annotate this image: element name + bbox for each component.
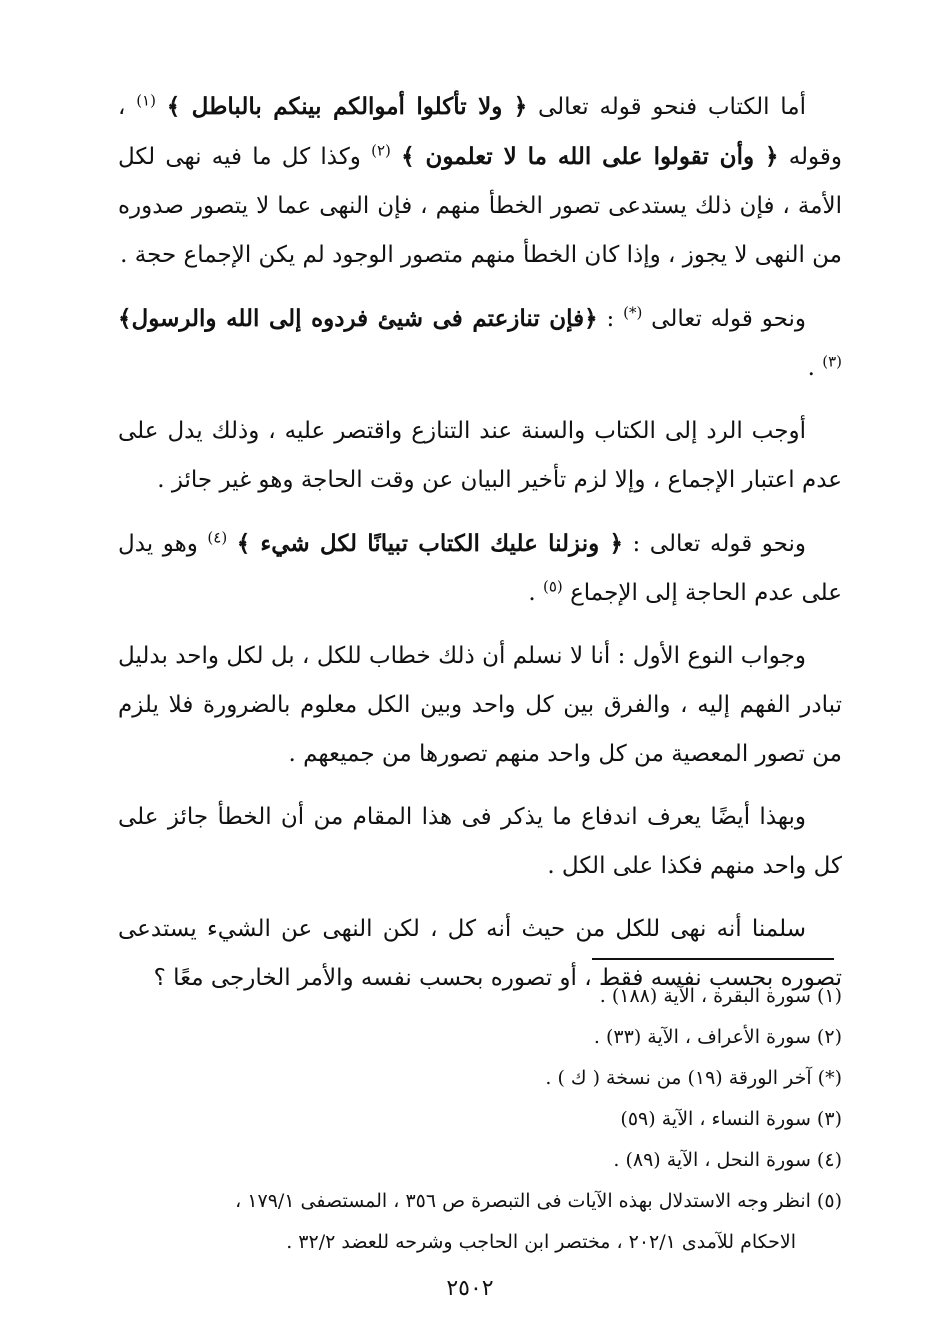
footnote-5: (٥) انظر وجه الاستدلال بهذه الآيات فى التبصرة ص ٣٥٦ ، المستصفى ١٧٩/١ ، bbox=[235, 1190, 842, 1212]
footnote-3: (٣) سورة النساء ، الآية (٥٩) bbox=[620, 1108, 842, 1130]
footnote-4: (٤) سورة النحل ، الآية (٨٩) . bbox=[613, 1149, 842, 1171]
quran-verse: ﴿ وأن تقولوا على الله ما لا تعلمون ﴾ bbox=[401, 143, 779, 170]
paragraph-4 bbox=[118, 519, 842, 618]
paragraph-2 bbox=[118, 294, 842, 393]
text-span: ونحو قوله تعالى : bbox=[622, 531, 806, 557]
paragraph-3: أوجب الرد إلى الكتاب والسنة عند التنازع واقتصر عليه ، وذلك يدل على عدم اعتبار الإجماع ، وإلا لزم تأخير البيان عن وقت الحاجة وهو غير جائز . bbox=[118, 418, 842, 493]
quran-verse: ﴿فإن تنازعتم فى شيئ فردوه إلى الله والرسول﴾ bbox=[118, 305, 598, 332]
page-number: ٢٥٠٢ bbox=[446, 1276, 494, 1301]
footnotes bbox=[118, 976, 842, 1263]
footnote-2: (٢) سورة الأعراف ، الآية (٣٣) . bbox=[593, 1026, 842, 1048]
quran-verse: ﴿ ولا تأكلوا أموالكم بينكم بالباطل ﴾ bbox=[166, 93, 528, 120]
footnote-ref: (٢) bbox=[371, 141, 391, 160]
text-span: : bbox=[597, 306, 624, 332]
quran-verse: ﴿ ونزلنا عليك الكتاب تبيانًا لكل شيء ﴾ bbox=[236, 530, 623, 557]
main-text bbox=[118, 82, 842, 1017]
footnote-5-continuation: الاحكام للآمدى ٢٠٢/١ ، مختصر ابن الحاجب وشرحه للعضد ٣٢/٢ . bbox=[286, 1231, 796, 1253]
text-span: . bbox=[807, 355, 823, 381]
text-span: ، وقوله bbox=[118, 94, 843, 170]
footnote-ref: (٣) bbox=[822, 352, 842, 371]
footnote-ref: (٤) bbox=[207, 528, 228, 547]
paragraph-1 bbox=[118, 82, 842, 280]
paragraph-7: سلمنا أنه نهى للكل من حيث أنه كل ، لكن النهى عن الشيء يستدعى تصوره بحسب نفسه فقط ، أو تصوره بحسب نفسه والأمر الخارجى معًا ؟ bbox=[118, 916, 842, 991]
footnote-ref: (*) bbox=[623, 303, 643, 322]
footnote-ref: (٥) bbox=[542, 577, 563, 596]
text-span: وهو يدل على عدم الحاجة إلى الإجماع bbox=[118, 531, 842, 606]
footnote-1: (١) سورة البقرة ، الآية (١٨٨) . bbox=[599, 985, 842, 1007]
text-span: أما الكتاب فنحو قوله تعالى bbox=[527, 94, 807, 120]
paragraph-5: وجواب النوع الأول : أنا لا نسلم أن ذلك خطاب للكل ، بل لكل واحد بدليل تبادر الفهم إليه ، والفرق بين كل واحد وبين الكل معلوم بالضرورة فلا يلزم من تصور المعصية من كل واحد منهم تصورها من جميعهم . bbox=[118, 643, 842, 767]
footnote-ref: (١) bbox=[136, 91, 156, 110]
text-span: ونحو قوله تعالى bbox=[642, 306, 806, 332]
footnote-star: (*) آخر الورقة (١٩) من نسخة ( ك ) . bbox=[545, 1067, 842, 1089]
footnote-divider bbox=[592, 958, 834, 960]
paragraph-6: وبهذا أيضًا يعرف اندفاع ما يذكر فى هذا المقام من أن الخطأ جائز على كل واحد منهم فكذا على الكل . bbox=[118, 804, 842, 879]
text-span: وكذا كل ما فيه نهى لكل الأمة ، فإن ذلك يستدعى تصور الخطأ منهم ، فإن النهى عما لا يتصور صدوره من النهى لا يجوز ، وإذا كان الخطأ منهم متصور الوجود لم يكن الإجماع حجة . bbox=[118, 144, 842, 268]
text-span: . bbox=[528, 580, 543, 606]
